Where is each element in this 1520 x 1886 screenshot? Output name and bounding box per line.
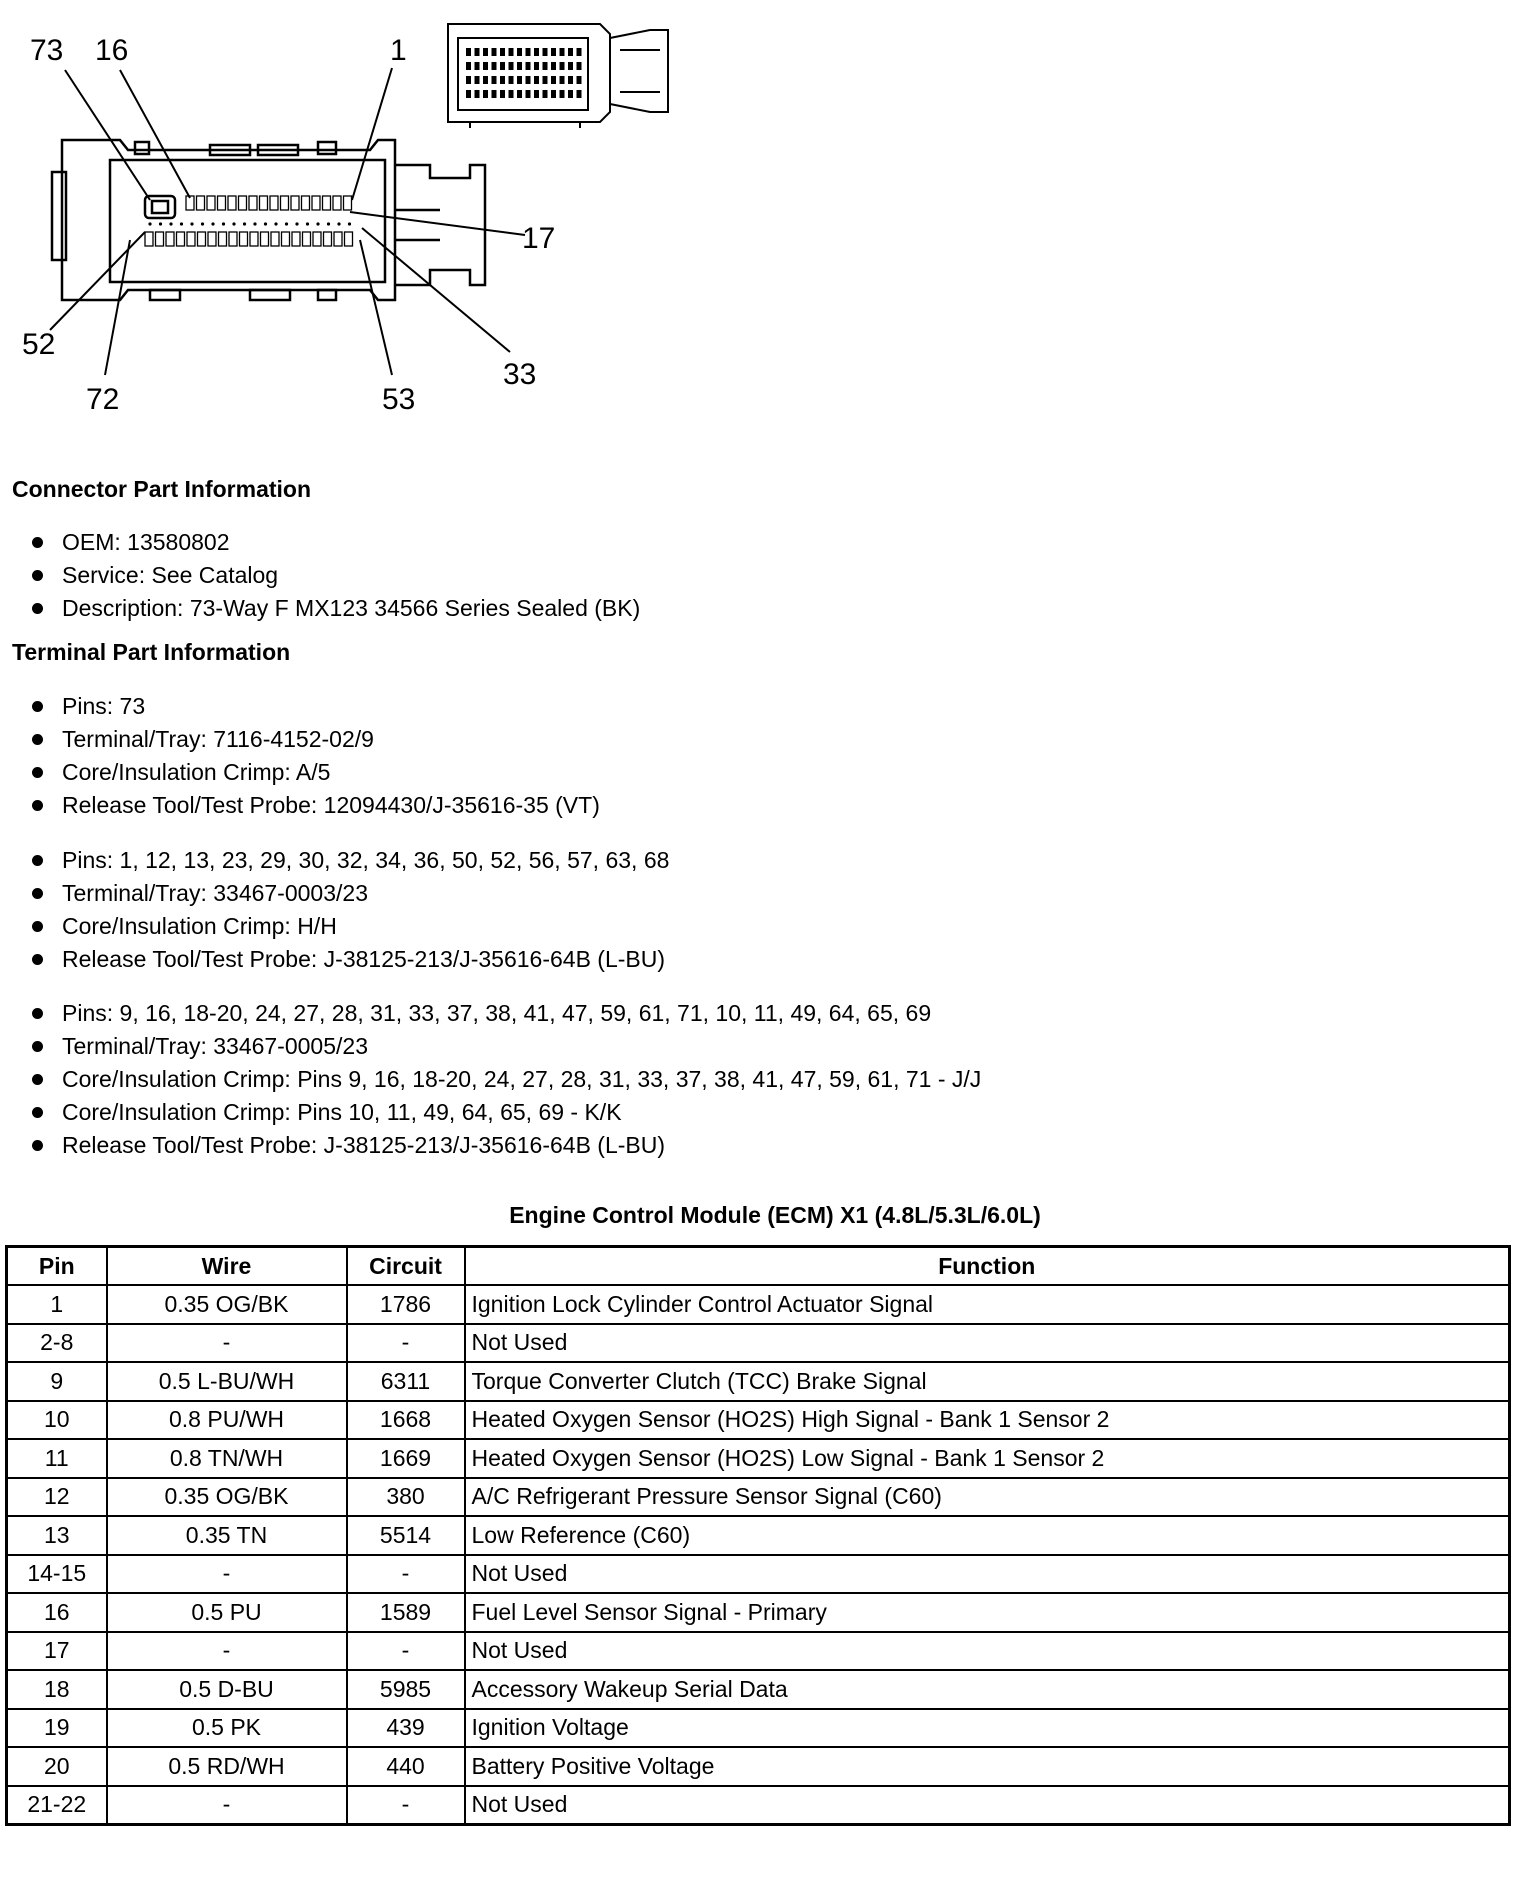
- cell-pin: 20: [7, 1747, 107, 1786]
- pin-dot: [306, 222, 309, 225]
- pin-cavity: [228, 196, 236, 210]
- cell-wire: -: [107, 1786, 347, 1825]
- cell-function: Not Used: [465, 1324, 1510, 1363]
- terminal-info-heading: Terminal Part Information: [12, 639, 291, 665]
- header-function: Function: [465, 1247, 1510, 1286]
- thumb-pin: [543, 48, 548, 56]
- thumb-pin: [517, 76, 522, 84]
- connector-info-list: [28, 526, 640, 625]
- list-item: Release Tool/Test Probe: J-38125-213/J-35616-64B (L-BU): [28, 1129, 981, 1162]
- cell-wire: 0.8 PU/WH: [107, 1401, 347, 1440]
- connector-diagram: [0, 0, 700, 430]
- pin-cavity: [292, 232, 300, 246]
- cell-pin: 12: [7, 1478, 107, 1517]
- cell-circuit: -: [347, 1632, 465, 1671]
- thumb-pin: [500, 48, 505, 56]
- pin-dot: [222, 222, 225, 225]
- pin-cavity: [187, 232, 195, 246]
- cell-pin: 16: [7, 1593, 107, 1632]
- thumb-pin: [526, 62, 531, 70]
- callout-33: 33: [503, 358, 537, 391]
- list-item: Pins: 1, 12, 13, 23, 29, 30, 32, 34, 36, 50, 52, 56, 57, 63, 68: [28, 844, 669, 877]
- pin-dot: [285, 222, 288, 225]
- thumb-pin: [543, 76, 548, 84]
- thumb-pin: [492, 90, 497, 98]
- thumb-pin: [466, 62, 471, 70]
- pin-dot: [327, 222, 330, 225]
- pin-cavity: [345, 232, 353, 246]
- thumb-pin: [526, 48, 531, 56]
- pin-cavity: [333, 196, 341, 210]
- thumb-pin: [483, 48, 488, 56]
- thumb-pin: [560, 62, 565, 70]
- cell-function: Ignition Voltage: [465, 1709, 1510, 1748]
- list-item: Release Tool/Test Probe: 12094430/J-35616-35 (VT): [28, 789, 600, 822]
- pin-cavity: [334, 232, 342, 246]
- terminal-group-1: [28, 690, 600, 822]
- pin-dot: [232, 222, 235, 225]
- pin-dot: [295, 222, 298, 225]
- thumb-pin: [517, 90, 522, 98]
- thumb-pin: [466, 76, 471, 84]
- list-item: Terminal/Tray: 33467-0003/23: [28, 877, 669, 910]
- header-circuit: Circuit: [347, 1247, 465, 1286]
- cell-pin: 18: [7, 1670, 107, 1709]
- pin-cavity: [291, 196, 299, 210]
- cell-pin: 2-8: [7, 1324, 107, 1363]
- pin-cavity: [281, 196, 289, 210]
- pin-cavity: [145, 232, 153, 246]
- cell-wire: -: [107, 1555, 347, 1594]
- table-row: [7, 1324, 1510, 1363]
- header-wire: Wire: [107, 1247, 347, 1286]
- thumb-pin: [475, 48, 480, 56]
- cell-pin: 14-15: [7, 1555, 107, 1594]
- thumb-pin: [534, 48, 539, 56]
- list-item: Terminal/Tray: 7116-4152-02/9: [28, 723, 600, 756]
- thumb-pin: [466, 90, 471, 98]
- thumb-pin: [483, 90, 488, 98]
- thumb-pin: [483, 76, 488, 84]
- terminal-group-2: [28, 844, 669, 976]
- table-title: Engine Control Module (ECM) X1 (4.8L/5.3L/6.0L): [509, 1202, 1041, 1228]
- thumb-pin: [551, 48, 556, 56]
- pin-cavity: [270, 196, 278, 210]
- list-item: Core/Insulation Crimp: A/5: [28, 756, 600, 789]
- callout-73: 73: [30, 34, 64, 67]
- table-row: [7, 1555, 1510, 1594]
- thumb-pin: [517, 48, 522, 56]
- callout-53: 53: [382, 383, 416, 416]
- cell-wire: 0.5 D-BU: [107, 1670, 347, 1709]
- pin-cavity: [156, 232, 164, 246]
- pin-dot: [337, 222, 340, 225]
- pin-cavity: [324, 232, 332, 246]
- header-pin: Pin: [7, 1247, 107, 1286]
- thumb-pin: [577, 48, 582, 56]
- cell-circuit: 439: [347, 1709, 465, 1748]
- cell-circuit: 1589: [347, 1593, 465, 1632]
- pin-cavity: [208, 232, 216, 246]
- table-row: [7, 1709, 1510, 1748]
- thumb-pin: [526, 90, 531, 98]
- pin-cavity: [302, 196, 310, 210]
- pin-dot: [348, 222, 351, 225]
- cell-circuit: 5985: [347, 1670, 465, 1709]
- cell-function: Heated Oxygen Sensor (HO2S) Low Signal - Bank 1 Sensor 2: [465, 1439, 1510, 1478]
- pin-dot: [201, 222, 204, 225]
- pin-cavity: [219, 232, 227, 246]
- thumb-pin: [551, 90, 556, 98]
- thumb-pin: [492, 62, 497, 70]
- cell-function: Fuel Level Sensor Signal - Primary: [465, 1593, 1510, 1632]
- thumb-pin: [509, 48, 514, 56]
- thumb-pin: [534, 76, 539, 84]
- list-item: Pins: 73: [28, 690, 600, 723]
- cell-function: A/C Refrigerant Pressure Sensor Signal (C60): [465, 1478, 1510, 1517]
- thumb-pin: [475, 90, 480, 98]
- pin-dot: [159, 222, 162, 225]
- thumb-pin: [551, 76, 556, 84]
- list-item: Description: 73-Way F MX123 34566 Series Sealed (BK): [28, 592, 640, 625]
- pin-dot: [211, 222, 214, 225]
- cell-pin: 10: [7, 1401, 107, 1440]
- cell-circuit: 440: [347, 1747, 465, 1786]
- pin-cavity: [312, 196, 320, 210]
- cell-wire: -: [107, 1324, 347, 1363]
- pin-cavity: [261, 232, 269, 246]
- list-item: Core/Insulation Crimp: Pins 10, 11, 49, 64, 65, 69 - K/K: [28, 1096, 981, 1129]
- thumb-pin: [534, 90, 539, 98]
- list-item: Pins: 9, 16, 18-20, 24, 27, 28, 31, 33, 37, 38, 41, 47, 59, 61, 71, 10, 11, 49, 64, 65, 69: [28, 997, 981, 1030]
- pin-cavity: [186, 196, 194, 210]
- pin-cavity: [249, 196, 257, 210]
- thumb-pin: [500, 90, 505, 98]
- thumb-pin: [568, 76, 573, 84]
- table-body: [7, 1285, 1510, 1824]
- table-row: [7, 1747, 1510, 1786]
- pin-cavity: [313, 232, 321, 246]
- pin-cavity: [250, 232, 258, 246]
- callout-16: 16: [95, 34, 129, 67]
- pin-dot: [253, 222, 256, 225]
- connector-info-heading: Connector Part Information: [12, 476, 312, 502]
- table-header-row: [7, 1247, 1510, 1286]
- table-row: [7, 1516, 1510, 1555]
- table-row: [7, 1285, 1510, 1324]
- callout-1: 1: [390, 34, 407, 67]
- thumb-pin: [543, 90, 548, 98]
- cell-wire: 0.5 L-BU/WH: [107, 1362, 347, 1401]
- cell-circuit: 1786: [347, 1285, 465, 1324]
- thumb-pin: [526, 76, 531, 84]
- pin-dot: [264, 222, 267, 225]
- thumb-pin: [551, 62, 556, 70]
- cell-circuit: -: [347, 1324, 465, 1363]
- table-row: [7, 1478, 1510, 1517]
- thumb-pin: [509, 90, 514, 98]
- pin-cavity: [198, 232, 206, 246]
- thumb-pin: [500, 76, 505, 84]
- pin-cavity: [239, 196, 247, 210]
- table-row: [7, 1362, 1510, 1401]
- pinout-table: [5, 1245, 1511, 1826]
- pin-cavity: [282, 232, 290, 246]
- pin-cavity: [271, 232, 279, 246]
- pin-dot: [316, 222, 319, 225]
- terminal-group-3: [28, 997, 981, 1162]
- cell-circuit: 1668: [347, 1401, 465, 1440]
- table-row: [7, 1632, 1510, 1671]
- cell-wire: 0.35 OG/BK: [107, 1285, 347, 1324]
- thumb-pin: [483, 62, 488, 70]
- pin-cavity: [207, 196, 215, 210]
- thumb-pin: [568, 90, 573, 98]
- cell-function: Ignition Lock Cylinder Control Actuator Signal: [465, 1285, 1510, 1324]
- list-item: Core/Insulation Crimp: Pins 9, 16, 18-20, 24, 27, 28, 31, 33, 37, 38, 41, 47, 59, 61, 71 - J/J: [28, 1063, 981, 1096]
- table-row: [7, 1786, 1510, 1825]
- callout-72: 72: [86, 383, 120, 416]
- cell-circuit: 5514: [347, 1516, 465, 1555]
- pin-cavity: [260, 196, 268, 210]
- pin-cavity: [197, 196, 205, 210]
- cell-pin: 9: [7, 1362, 107, 1401]
- pin-cavity: [218, 196, 226, 210]
- cell-wire: 0.8 TN/WH: [107, 1439, 347, 1478]
- pin-dot: [243, 222, 246, 225]
- thumb-pin: [475, 76, 480, 84]
- cell-circuit: 1669: [347, 1439, 465, 1478]
- cell-wire: -: [107, 1632, 347, 1671]
- cell-wire: 0.5 PU: [107, 1593, 347, 1632]
- table-row: [7, 1593, 1510, 1632]
- cell-pin: 19: [7, 1709, 107, 1748]
- callout-17: 17: [522, 222, 556, 255]
- thumb-pin: [568, 48, 573, 56]
- pin-cavity: [166, 232, 174, 246]
- cell-function: Low Reference (C60): [465, 1516, 1510, 1555]
- thumb-pin: [500, 62, 505, 70]
- callout-52: 52: [22, 328, 56, 361]
- cell-function: Not Used: [465, 1632, 1510, 1671]
- cell-pin: 13: [7, 1516, 107, 1555]
- cell-wire: 0.5 RD/WH: [107, 1747, 347, 1786]
- table-row: [7, 1670, 1510, 1709]
- thumb-pin: [577, 90, 582, 98]
- thumb-pin: [509, 62, 514, 70]
- pin-dot: [190, 222, 193, 225]
- thumb-pin: [509, 76, 514, 84]
- cell-pin: 17: [7, 1632, 107, 1671]
- cell-wire: 0.5 PK: [107, 1709, 347, 1748]
- list-item: Service: See Catalog: [28, 559, 640, 592]
- cell-circuit: -: [347, 1786, 465, 1825]
- thumb-pin: [466, 48, 471, 56]
- cell-pin: 11: [7, 1439, 107, 1478]
- thumb-pin: [560, 76, 565, 84]
- cell-pin: 1: [7, 1285, 107, 1324]
- cell-function: Not Used: [465, 1555, 1510, 1594]
- pin-dot: [274, 222, 277, 225]
- thumb-pin: [560, 90, 565, 98]
- pin-cavity: [303, 232, 311, 246]
- list-item: Core/Insulation Crimp: H/H: [28, 910, 669, 943]
- thumb-pin: [577, 76, 582, 84]
- pin-dot: [169, 222, 172, 225]
- cell-wire: 0.35 OG/BK: [107, 1478, 347, 1517]
- cell-circuit: 6311: [347, 1362, 465, 1401]
- cell-pin: 21-22: [7, 1786, 107, 1825]
- thumb-pin: [517, 62, 522, 70]
- pin-dot: [180, 222, 183, 225]
- thumb-pin: [577, 62, 582, 70]
- pin-cavity: [240, 232, 248, 246]
- pin-cavity: [229, 232, 237, 246]
- cell-circuit: -: [347, 1555, 465, 1594]
- cell-function: Torque Converter Clutch (TCC) Brake Signal: [465, 1362, 1510, 1401]
- cell-function: Accessory Wakeup Serial Data: [465, 1670, 1510, 1709]
- thumb-pin: [543, 62, 548, 70]
- list-item: OEM: 13580802: [28, 526, 640, 559]
- cell-function: Not Used: [465, 1786, 1510, 1825]
- cell-function: Battery Positive Voltage: [465, 1747, 1510, 1786]
- thumb-pin: [534, 62, 539, 70]
- pin-cavity: [344, 196, 352, 210]
- thumb-pin: [492, 48, 497, 56]
- list-item: Release Tool/Test Probe: J-38125-213/J-35616-64B (L-BU): [28, 943, 669, 976]
- pin-dot: [148, 222, 151, 225]
- table-row: [7, 1401, 1510, 1440]
- pin-cavity: [323, 196, 331, 210]
- thumb-pin: [560, 48, 565, 56]
- pin-cavity: [177, 232, 185, 246]
- cell-wire: 0.35 TN: [107, 1516, 347, 1555]
- cell-circuit: 380: [347, 1478, 465, 1517]
- cell-function: Heated Oxygen Sensor (HO2S) High Signal - Bank 1 Sensor 2: [465, 1401, 1510, 1440]
- thumb-pin: [568, 62, 573, 70]
- thumb-pin: [475, 62, 480, 70]
- table-row: [7, 1439, 1510, 1478]
- list-item: Terminal/Tray: 33467-0005/23: [28, 1030, 981, 1063]
- thumb-pin: [492, 76, 497, 84]
